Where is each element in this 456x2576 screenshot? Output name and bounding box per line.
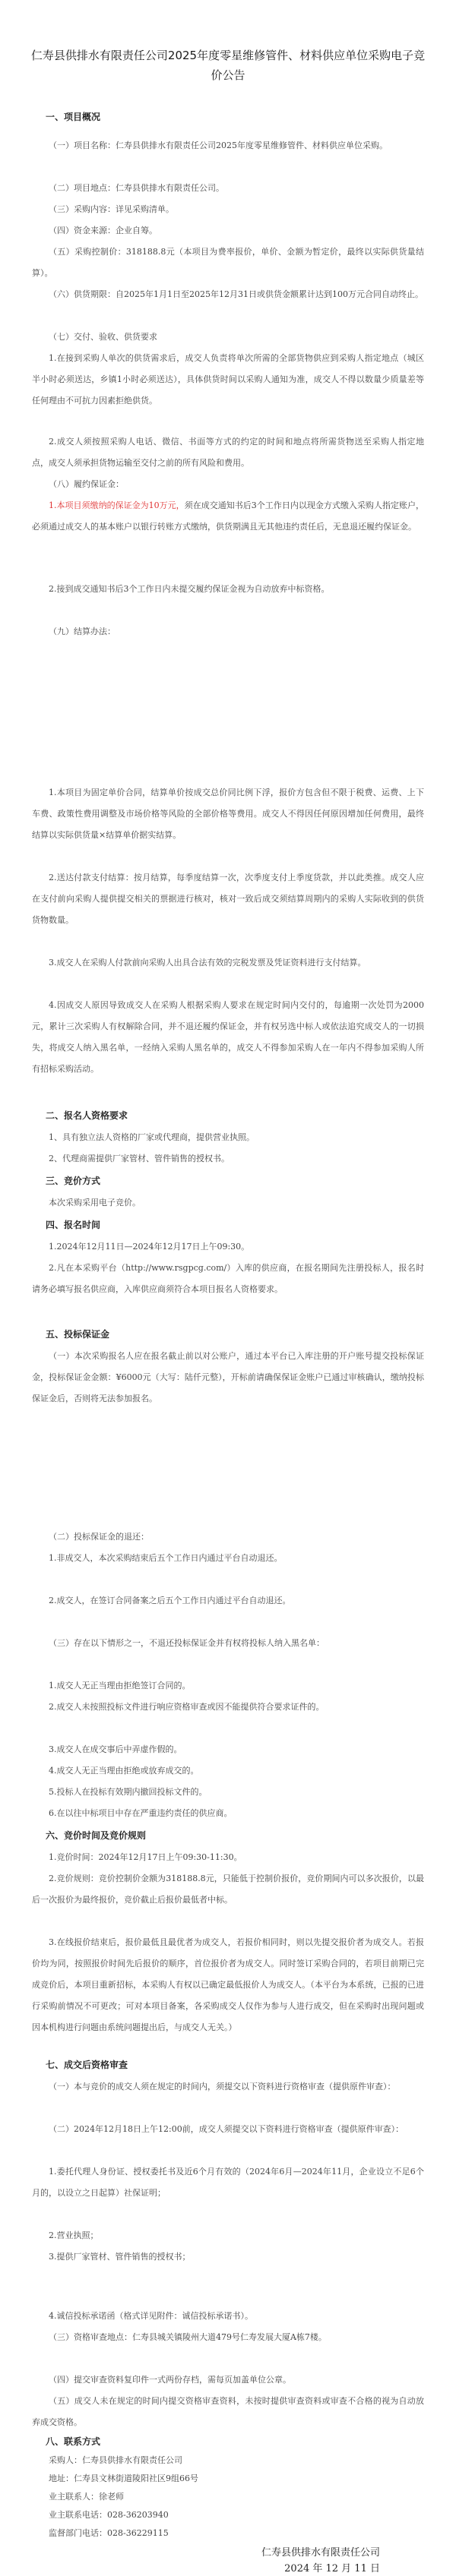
- paragraph-review-2: （二）2024年12月18日上午12:00前，成交人须提交以下资料进行资格审查（提供原件审查）：: [49, 2124, 404, 2134]
- paragraph-bond-forfeit-6: 6.在以往中标项目中存在严重违约责任的供应商。: [49, 1808, 233, 1818]
- paragraph-performance-bond-1: [32, 495, 424, 538]
- paragraph-performance-bond-heading: （八）履约保证金：: [49, 479, 124, 489]
- contact-phone: 业主联系电话：028-36203940: [49, 2510, 169, 2520]
- section-heading-contact: 八、联系方式: [46, 2436, 101, 2447]
- paragraph-bond-forfeit-4: 4.成交人无正当理由拒绝或放弃成交的。: [49, 1766, 199, 1776]
- paragraph-settlement-3: 3.成交人在采购人付款前向采购人出具合法有效的完税发票及凭证资料进行支付结算。: [49, 958, 366, 968]
- section-heading-bidding-rules: 六、竞价时间及竞价规则: [46, 1830, 147, 1841]
- paragraph-bidding-method: 本次采购采用电子竞价。: [49, 1198, 141, 1208]
- paragraph-supply-period: （六）供货期限：自2025年1月1日至2025年12月31日或供货金额累计达到100万元合同自动终止。: [49, 289, 423, 299]
- paragraph-bidding-rules: 2.竞价规则：竞价控制价金额为318188.8元，只能低于控制价报价，竞价期间内可以多次报价，以最后一次报价为最终报价，竞价截止后报价最低者中标。: [32, 1874, 424, 1905]
- paragraph-bidding-winner: 3.在线报价结束后，报价最低且最优者为成交人，若报价相同时，则以先提交报价者为成交人。若报价均为同，按照报价时间先后报价的顺序，首位报价者为成交人。同时签订采购合同的，若项目前期已完成竞价后，本项目重新招标，本采购人有权以已确定最低报价人为成交人。（本平台为本系统，已报的已进行采购前情况不可更改；可对本项目备案，各采购成交人仅作为参与人进行成交，但在采购时出现问题或因本机构进行问题由系统问题提出后，与成交人无关。）: [32, 1937, 424, 2032]
- paragraph-settlement-4: 4.因成交人原因导致成交人在采购人根据采购人要求在规定时间内交付的，每逾期一次处罚为2000元，累计三次采购人有权解除合同，并不退还履约保证金，并有权另选中标人或依法追究成交人的一切损失，将成交人纳入黑名单，一经纳入采购人黑名单的，成交人不得参加采购人在一年内不得参加采购人所有招标采购活动。: [32, 1000, 424, 1074]
- paragraph-bond-refund-heading: （二）投标保证金的退还：: [49, 1532, 149, 1542]
- paragraph-settlement-1: 1.本项目为固定单价合同，结算单价按成交总价同比例下浮，报价方包含但不限于税费、运费、上下车费、政策性费用调整及市场价格等风险的全部价格等费用。成交人不得因任何原因增加任何费用，最终结算以实际供货量×结算单价据实结算。: [32, 788, 424, 840]
- paragraph-project-name: （一）项目名称：仁寿县供排水有限责任公司2025年度零星维修管件、材料供应单位采购。: [49, 140, 388, 150]
- supervision-phone: 监督部门电话：028-36229115: [49, 2528, 169, 2538]
- paragraph-bid-bond: （一）本次采购报名人应在报名截止前以对公账户，通过本平台已入库注册的开户账号提交投标保证金，投标保证金金额：¥6000元（大写：陆仟元整），开标前请确保保证金账户已通过审核确认，缴纳投标保证金后，否则将无法参加报名。: [32, 1351, 424, 1403]
- section-heading-project-overview: 一、项目概况: [46, 112, 101, 122]
- contact-person: 业主联系人：徐老师: [49, 2492, 124, 2502]
- signature-company: 仁寿县供排水有限责任公司: [261, 2547, 380, 2559]
- paragraph-procurement-content: （三）采购内容：详见采购清单。: [49, 204, 174, 214]
- paragraph-settlement-heading: （九）结算办法：: [49, 627, 116, 636]
- paragraph-bond-refund-1: 1.非成交人，本次采购结束后五个工作日内通过平台自动退还。: [49, 1553, 283, 1563]
- paragraph-review-docs-2: 2.营业执照；: [49, 2230, 99, 2240]
- paragraph-bidding-time: 1.竞价时间：2024年12月17日上午09:30-11:30。: [49, 1852, 242, 1862]
- signature-date: 2024 年 12 月 11 日: [284, 2563, 380, 2574]
- paragraph-review-docs-4: 4.诚信投标承诺函（格式详见附件：诚信投标承诺书）。: [49, 2311, 253, 2321]
- paragraph-review-location: （三）资格审查地点：仁寿县城关镇陵州大道479号仁寿发展大厦A栋7楼。: [49, 2332, 327, 2342]
- page-title: 仁寿县供排水有限责任公司2025年度零星维修管件、材料供应单位采购电子竞价公告: [30, 49, 426, 82]
- bond-terms-text: 须在成交通知书后3个工作日内以现金方式缴入采购人指定账户，必须通过成交人的基本账户以银行转账方式缴纳，供货期满且无其他违约责任后，无息退还履约保证金。: [32, 500, 425, 532]
- paragraph-review-docs-3: 3.提供厂家管材、管件销售的授权书；: [49, 2252, 191, 2262]
- section-heading-bid-bond: 五、投标保证金: [46, 1329, 110, 1340]
- paragraph-bond-forfeit-1: 1.成交人无正当理由拒绝签订合同的。: [49, 1681, 191, 1690]
- paragraph-delivery-heading: （七）交付、验收、供货要求: [49, 332, 157, 342]
- paragraph-funding-source: （四）资金来源：企业自筹。: [49, 226, 157, 235]
- section-heading-review: 七、成交后资格审查: [46, 2060, 128, 2070]
- paragraph-registration-time: 1.2024年12月11日—2024年12月17日上午09:30。: [49, 1242, 250, 1252]
- bond-amount-highlight: 1.本项目须缴纳的保证金为10万元，: [49, 500, 185, 510]
- paragraph-review-docs-1: 1.委托代理人身份证、授权委托书及近6个月有效的（2024年6月—2024年11月，企业设立不足6个月的，以设立之日起算）社保证明；: [32, 2167, 424, 2198]
- paragraph-project-location: （二）项目地点：仁寿县供排水有限责任公司。: [49, 183, 224, 193]
- paragraph-registration-platform: 2.凡在本采购平台（http://www.rsgpcg.com/）入库的供应商，在报名期间先注册投标人，报名时请务必填写报名供应商，入库供应商须符合本项目报名人资格要求。: [32, 1263, 424, 1294]
- paragraph-review-failure: （五）成交人未在规定的时间内提交资格审查资料，未按时提供审查资料或审查不合格的视为自动放弃成交资格。: [32, 2396, 424, 2427]
- paragraph-delivery-1: 1.在接到采购人单次的供货需求后，成交人负责将单次所需的全部货物供应到采购人指定地点（城区半小时必须送达，乡镇1小时必须送达），具体供货时间以采购人通知为准，成交人不得以数量少质量差等任何理由不可抗力因素拒绝供货。: [32, 353, 424, 406]
- section-heading-registration-time: 四、报名时间: [46, 1220, 101, 1230]
- paragraph-bond-refund-2: 2.成交人，在签订合同备案之后五个工作日内通过平台自动退还。: [49, 1596, 291, 1605]
- section-heading-qualification: 二、报名人资格要求: [46, 1110, 128, 1121]
- paragraph-settlement-2: 2.送达付款支付结算：按月结算，每季度结算一次，次季度支付上季度货款，并以此类推。成交人应在支付前向采购人提供提交相关的票据进行核对，核对一致后成交须结算周期内的采购人实际收到的供货货物数量。: [32, 873, 424, 925]
- paragraph-control-price: （五）采购控制价：318188.8元（本项目为费率报价，单价、金额为暂定价，最终以实际供货量结算）。: [32, 247, 424, 278]
- paragraph-performance-bond-2: 2.接到成交通知书后3个工作日内未提交履约保证金视为自动放弃中标资格。: [49, 584, 330, 594]
- paragraph-qualification-1: 1、具有独立法人资格的厂家或代理商，提供营业执照。: [49, 1132, 255, 1142]
- contact-address: 地址：仁寿县文林街道陵阳社区9组66号: [49, 2473, 198, 2483]
- paragraph-qualification-2: 2、代理商需提供厂家管材、管件销售的授权书。: [49, 1154, 230, 1163]
- paragraph-review-copies: （四）提交审查资料复印件一式两份存档，需每页加盖单位公章。: [49, 2375, 291, 2385]
- paragraph-bond-forfeit-2: 2.成交人未按照投标文件进行响应资格审查或因不能提供符合要求证件的。: [49, 1702, 325, 1712]
- paragraph-bond-forfeit-3: 3.成交人在成交事后中弄虚作假的。: [49, 1744, 182, 1754]
- section-heading-bidding-method: 三、竞价方式: [46, 1176, 101, 1186]
- paragraph-bond-forfeit-5: 5.投标人在投标有效期内撤回投标文件的。: [49, 1787, 207, 1797]
- paragraph-bond-forfeit-heading: （三）存在以下情形之一，不退还投标保证金并有权将投标人纳入黑名单：: [49, 1638, 325, 1648]
- paragraph-review-1: （一）本与竞价的成交人须在规定的时间内，须提交以下资料进行资格审查（提供原件审查）：: [49, 2082, 396, 2091]
- contact-purchaser: 采购人：仁寿县供排水有限责任公司: [49, 2455, 182, 2465]
- paragraph-delivery-2: 2.成交人须按照采购人电话、微信、书面等方式的约定的时间和地点将所需货物送至采购人指定地点，成交人须承担货物运输至交付之前的所有风险和费用。: [32, 437, 424, 468]
